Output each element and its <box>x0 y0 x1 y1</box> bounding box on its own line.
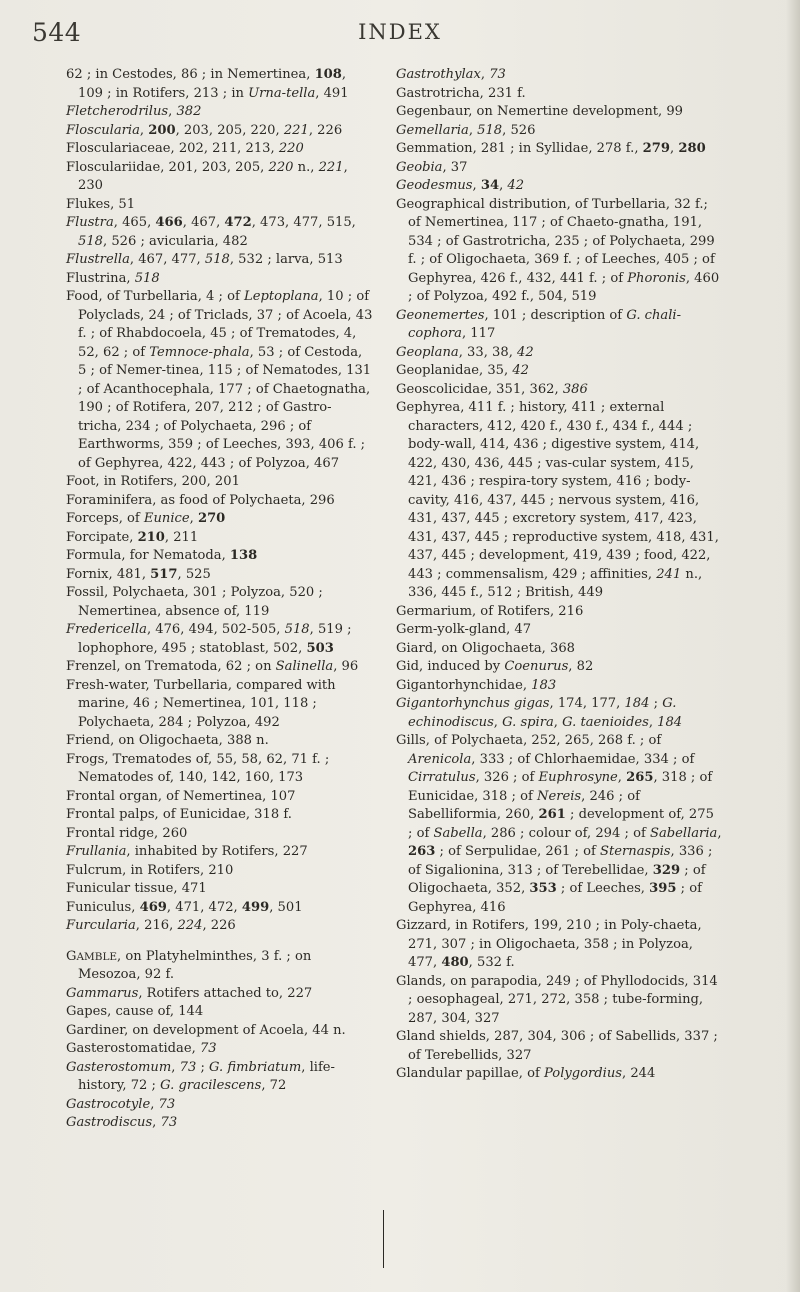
index-entry: Fulcrum, in Rotifers, 210 <box>66 862 234 878</box>
index-entry: Flosculariidae, 201, 203, 205, 220 n., 221, 230 <box>66 159 348 193</box>
index-entry: Geodesmus, 34, 42 <box>396 178 525 193</box>
index-entry: Gemellaria, 518, 526 <box>396 122 536 138</box>
index-entry: Germ-yolk-gland, 47 <box>396 622 532 637</box>
index-entry: Fornix, 481, 517, 525 <box>66 566 211 582</box>
index-entry: Frogs, Trematodes of, 55, 58, 62, 71 f. ; Nematodes of, 140, 142, 160, 173 <box>66 751 330 785</box>
index-entry: Friend, on Oligochaeta, 388 n. <box>66 733 269 748</box>
index-entry: Flustrella, 467, 477, 518, 532 ; larva, 513 <box>66 252 343 267</box>
index-entry: Gastrotricha, 231 f. <box>396 85 526 101</box>
page-title: INDEX <box>358 20 442 44</box>
index-entry: Gasterostomum, 73 ; G. fimbriatum, life-history, 72 ; G. gracilescens, 72 <box>66 1059 335 1093</box>
page-edge-shadow <box>786 0 800 1292</box>
index-entry: Forcipate, 210, 211 <box>66 529 199 545</box>
index-entry: Funicular tissue, 471 <box>66 881 207 896</box>
index-entry: Gigantorhynchus gigas, 174, 177, 184 ; G. echinodiscus, G. spira, G. taenioides, 184 <box>396 696 683 730</box>
index-entry: Frenzel, on Trematoda, 62 ; on Salinella, 96 <box>66 659 359 674</box>
index-entry: Flosculariaceae, 202, 211, 213, 220 <box>66 141 304 156</box>
index-entry: Foot, in Rotifers, 200, 201 <box>66 474 240 489</box>
column-divider <box>383 1210 384 1268</box>
index-entry: Gardiner, on development of Acoela, 44 n. <box>66 1022 346 1038</box>
index-entry: Frullania, inhabited by Rotifers, 227 <box>66 844 308 859</box>
page-number: 544 <box>32 18 82 47</box>
index-entry: Fletcherodrilus, 382 <box>66 104 202 119</box>
index-entry: Fossil, Polychaeta, 301 ; Polyzoa, 520 ; Nemertinea, absence of, 119 <box>66 585 323 619</box>
index-entry: Funiculus, 469, 471, 472, 499, 501 <box>66 899 303 915</box>
index-entry: Formula, for Nematoda, 138 <box>66 548 258 563</box>
index-entry: Gills, of Polychaeta, 252, 265, 268 f. ; of Arenicola, 333 ; of Chlorhaemidae, 334 ; of Cirratulus, 326 ; of Euphrosyne, 265, 318 ; of Eunicidae, 318 ; of Nereis, 246 ; of Sabelliformia, 260, 261 ; development of, 275 ; of Sabella, 286 ; colour of, 294 ; of Sabellaria, 263 ; of Serpulidae, 261 ; of Sternaspis, 336 ; of Sigalionina, 313 ; of Terebellidae, 329 ; of Oligochaeta, 352, 353 ; of Leeches, 395 ; of Gephyrea, 416 <box>396 733 722 915</box>
index-entry: Fresh-water, Turbellaria, compared with marine, 46 ; Nemertinea, 101, 118 ; Polychaeta, 284 ; Polyzoa, 492 <box>66 677 336 730</box>
index-entry: Gastrothylax, 73 <box>396 67 506 82</box>
index-entry: Gastrodiscus, 73 <box>66 1115 178 1130</box>
index-entry: Gid, induced by Coenurus, 82 <box>396 659 594 674</box>
index-entry: Flustrina, 518 <box>66 270 160 286</box>
index-column-left <box>66 66 374 1133</box>
index-entry: Giard, on Oligochaeta, 368 <box>396 640 575 656</box>
index-entry: GAMBLE, on Platyhelminthes, 3 f. ; on Mesozoa, 92 f. <box>66 948 312 982</box>
index-entry: Gephyrea, 411 f. ; history, 411 ; external characters, 412, 420 f., 430 f., 434 f., 444 ; body-wall, 414, 436 ; digestive system, 414, 422, 430, 436, 445 ; vas-cular system, 415, 421, 436 ; respira-tory system, 416 ; body-cavity, 416, 437, 445 ; nervous system, 416, 431, 437, 445 ; excretory system, 417, 423, 431, 437, 445 ; reproductive system, 418, 431, 437, 445 ; development, 419, 439 ; food, 422, 443 ; commensalism, 429 ; affinities, 241 n., 336, 445 f., 512 ; British, 449 <box>396 400 719 600</box>
index-entry: Gigantorhynchidae, 183 <box>396 677 557 693</box>
index-entry: Frontal organ, of Nemertinea, 107 <box>66 788 296 804</box>
index-entry: Gizzard, in Rotifers, 199, 210 ; in Poly-chaeta, 271, 307 ; in Oligochaeta, 358 ; in Polyzoa, 477, 480, 532 f. <box>396 918 702 970</box>
index-entry: Glands, on parapodia, 249 ; of Phyllodocids, 314 ; oesophageal, 271, 272, 358 ; tube-forming, 287, 304, 327 <box>396 973 718 1026</box>
index-entry: Germarium, of Rotifers, 216 <box>396 603 584 619</box>
index-entry: Fredericella, 476, 494, 502-505, 518, 519 ; lophophore, 495 ; statoblast, 502, 503 <box>66 622 352 656</box>
index-entry: Flukes, 51 <box>66 196 136 212</box>
index-entry: Geobia, 37 <box>396 159 468 175</box>
index-entry: Foraminifera, as food of Polychaeta, 296 <box>66 492 335 508</box>
index-entry: Gammarus, Rotifers attached to, 227 <box>66 985 313 1001</box>
index-entry: Frontal ridge, 260 <box>66 825 188 841</box>
index-entry: Gland shields, 287, 304, 306 ; of Sabellids, 337 ; of Terebellids, 327 <box>396 1029 718 1063</box>
index-entry: 62 ; in Cestodes, 86 ; in Nemertinea, 108, 109 ; in Rotifers, 213 ; in Urna-tella, 491 <box>66 67 349 101</box>
index-entry: Gemmation, 281 ; in Syllidae, 278 f., 279, 280 <box>396 141 706 156</box>
index-entry: Floscularia, 200, 203, 205, 220, 221, 226 <box>66 122 343 138</box>
index-entry: Furcularia, 216, 224, 226 <box>66 918 236 933</box>
index-entry: Geoplana, 33, 38, 42 <box>396 344 534 360</box>
index-entry: Gasterostomatidae, 73 <box>66 1041 217 1056</box>
index-entry: Glandular papillae, of Polygordius, 244 <box>396 1066 656 1081</box>
index-entry: Frontal palps, of Eunicidae, 318 f. <box>66 807 292 822</box>
index-entry: Geonemertes, 101 ; description of G. chali-cophora, 117 <box>396 307 682 341</box>
index-entry: Geoscolicidae, 351, 362, 386 <box>396 381 588 397</box>
index-entry: Forceps, of Eunice, 270 <box>66 511 226 526</box>
index-entry: Gegenbaur, on Nemertine development, 99 <box>396 104 684 119</box>
index-entry: Flustra, 465, 466, 467, 472, 473, 477, 515, 518, 526 ; avicularia, 482 <box>66 215 356 249</box>
index-entry: Geographical distribution, of Turbellaria, 32 f.; of Nemertinea, 117 ; of Chaeto-gnatha, 191, 534 ; of Gastrotricha, 235 ; of Polychaeta, 299 f. ; of Oligochaeta, 369 f. ; of Leeches, 405 ; of Gephyrea, 426 f., 432, 441 f. ; of Phoronis, 460 ; of Polyzoa, 492 f., 504, 519 <box>396 196 720 304</box>
index-column-right <box>396 66 722 1084</box>
index-entry: Gapes, cause of, 144 <box>66 1004 204 1019</box>
index-entry: Geoplanidae, 35, 42 <box>396 363 530 378</box>
index-entry: Gastrocotyle, 73 <box>66 1096 176 1112</box>
index-entry: Food, of Turbellaria, 4 ; of Leptoplana, 10 ; of Polyclads, 24 ; of Triclads, 37 ; of Acoela, 43 f. ; of Rhabdocoela, 45 ; of Trematodes, 4, 52, 62 ; of Temnoce-phala, 53 ; of Cestoda, 5 ; of Nemer-tinea, 115 ; of Nematodes, 131 ; of Acanthocephala, 177 ; of Chaetognatha, 190 ; of Rotifera, 207, 212 ; of Gastro-tricha, 234 ; of Polychaeta, 296 ; of Earthworms, 359 ; of Leeches, 393, 406 f. ; of Gephyrea, 422, 443 ; of Polyzoa, 467 <box>66 289 373 471</box>
